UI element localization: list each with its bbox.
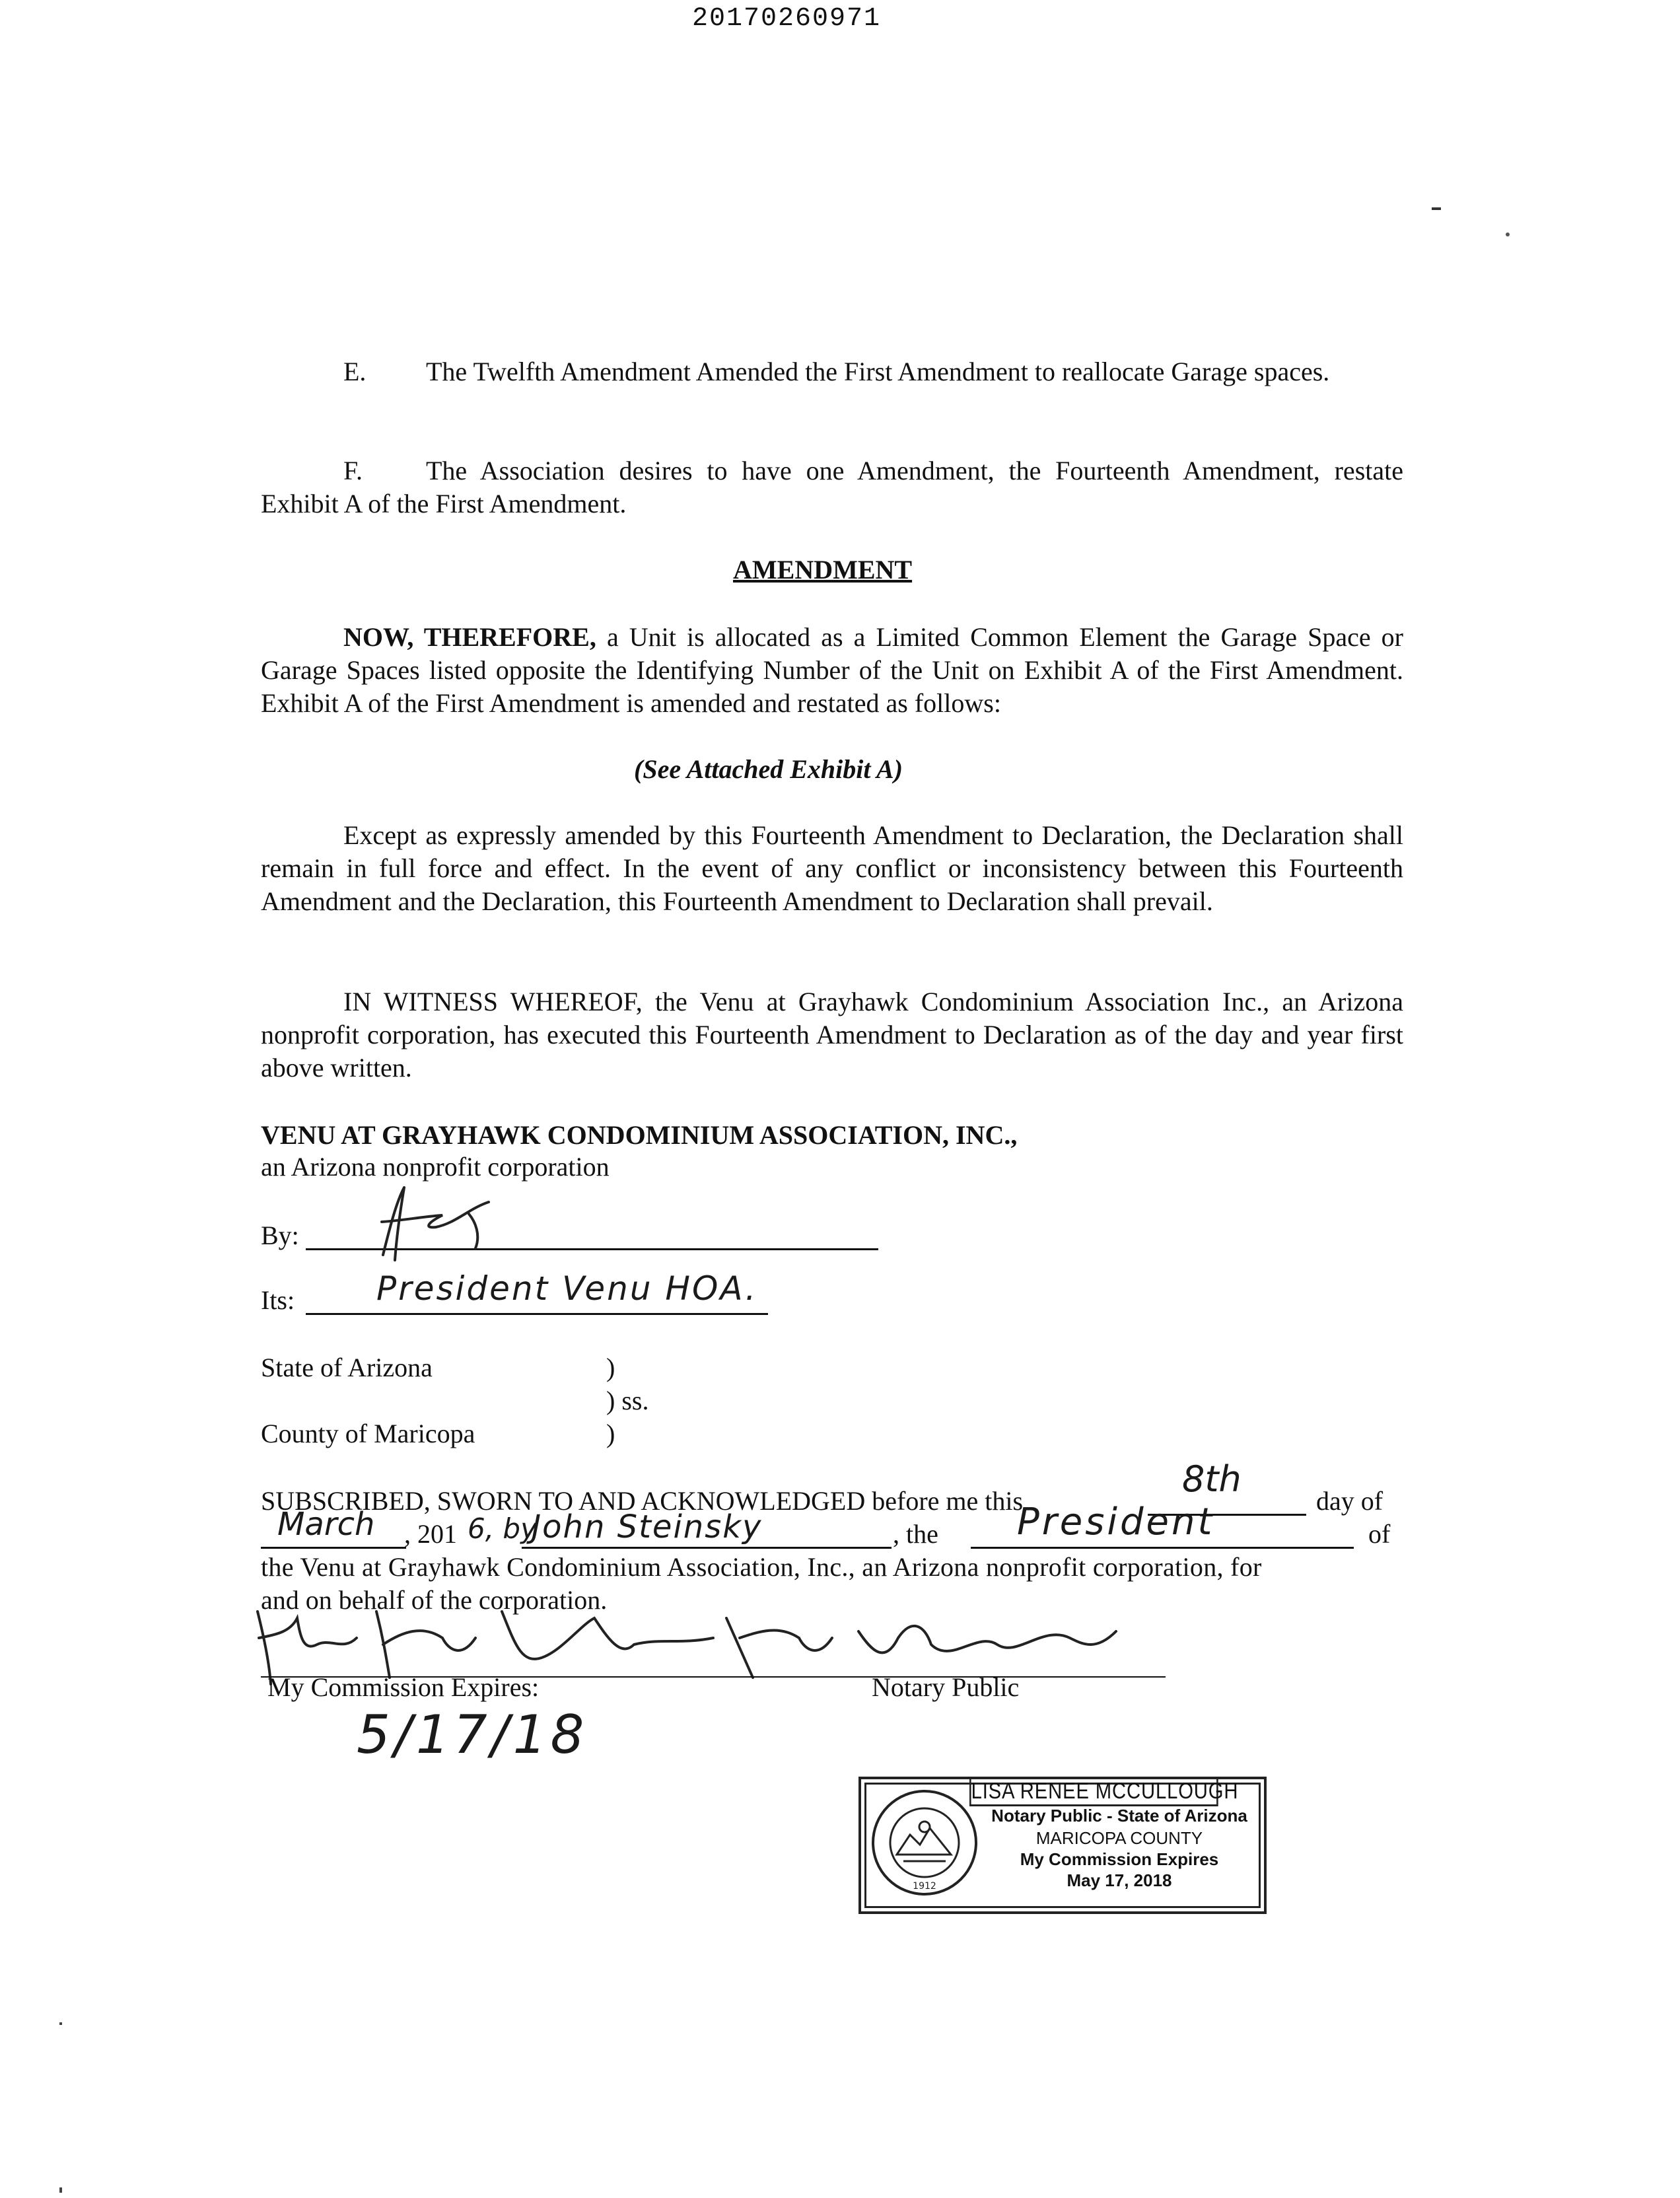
recital-f-letter: F. <box>343 456 363 485</box>
ack-year-handwritten: 6, by <box>468 1512 537 1545</box>
scan-mark <box>1506 232 1510 236</box>
doc-number: 20170260971 <box>692 4 882 34</box>
venue-county: County of Maricopa <box>261 1419 475 1448</box>
scan-mark <box>59 2022 62 2025</box>
venue-state: State of Arizona <box>261 1353 433 1382</box>
ack-title-line <box>971 1547 1354 1549</box>
president-signature <box>370 1182 515 1268</box>
now-therefore-text: a Unit is allocated as a Limited Common Element the Garage Space or Garage Spaces listed opposite the Identifying Number of the Unit on Exhibit A of the First Amendment. Exhibit A of the First Amendment is amended and restated as follows: <box>261 622 1404 718</box>
venue-paren-open: ) <box>606 1353 615 1382</box>
seal-year: 1912 <box>913 1881 936 1892</box>
stamp-name: LISA RENEE MCCULLOUGH <box>969 1777 1218 1806</box>
see-attached-exhibit: (See Attached Exhibit A) <box>634 754 903 784</box>
ack-month-handwritten: March <box>277 1506 375 1543</box>
now-therefore-lead: NOW, THEREFORE, <box>343 622 596 652</box>
ack-line1-text: SUBSCRIBED, SWORN TO AND ACKNOWLEDGED before me this <box>261 1486 1024 1516</box>
ack-year-text: , 201 <box>404 1519 457 1549</box>
ack-name-handwritten: John Steinsky <box>532 1508 763 1545</box>
its-handwritten: President Venu HOA. <box>376 1269 758 1308</box>
scan-mark <box>59 2187 62 2193</box>
ack-line3: the Venu at Grayhawk Condominium Association, Inc., an Arizona nonprofit corporation, for <box>261 1552 1262 1582</box>
amendment-heading: AMENDMENT <box>733 555 913 585</box>
recital-f-text: The Association desires to have one Amendment, the Fourteenth Amendment, restate Exhibit A of the First Amendment. <box>261 456 1403 518</box>
recital-e-letter: E. <box>343 357 367 386</box>
arizona-seal-icon <box>870 1789 979 1897</box>
by-label: By: <box>261 1221 299 1250</box>
ack-the-text: , the <box>893 1519 938 1549</box>
recital-e <box>261 355 1403 388</box>
ack-day-of: day of <box>1316 1486 1383 1516</box>
scan-mark <box>1432 207 1441 210</box>
association-name: VENU AT GRAYHAWK CONDOMINIUM ASSOCIATION, INC., <box>261 1120 1018 1150</box>
stamp-line3: My Commission Expires <box>1020 1849 1219 1869</box>
association-description: an Arizona nonprofit corporation <box>261 1152 610 1182</box>
recital-f <box>261 454 1403 520</box>
ack-day-handwritten: 8th <box>1182 1458 1242 1500</box>
except-paragraph <box>261 819 1403 918</box>
recital-e-text: The Twelfth Amendment Amended the First Amendment to reallocate Garage spaces. <box>426 357 1330 386</box>
venue-ss: ) ss. <box>606 1386 649 1415</box>
witness-paragraph <box>261 985 1403 1084</box>
ack-month-line <box>261 1547 406 1549</box>
witness-text: IN WITNESS WHEREOF, the Venu at Grayhawk Condominium Association Inc., an Arizona nonprofit corporation, has executed this Fourteenth Amendment to Declaration as of the day and year first above written. <box>261 987 1403 1082</box>
ack-line4: and on behalf of the corporation. <box>261 1585 608 1615</box>
ack-of-text: of <box>1368 1519 1391 1549</box>
ack-name-line <box>522 1547 892 1549</box>
commission-expiry-handwritten: 5/17/18 <box>357 1704 588 1765</box>
commission-label: My Commission Expires: <box>267 1672 540 1702</box>
stamp-line4: May 17, 2018 <box>1067 1870 1172 1890</box>
its-label: Its: <box>261 1285 295 1315</box>
notary-public-label: Notary Public <box>872 1672 1020 1702</box>
venue-paren-close: ) <box>606 1419 615 1448</box>
its-line <box>306 1313 768 1315</box>
stamp-line1: Notary Public - State of Arizona <box>991 1806 1247 1826</box>
stamp-line2: MARICOPA COUNTY <box>1035 1828 1203 1848</box>
except-text: Except as expressly amended by this Fourteenth Amendment to Declaration, the Declaration shall remain in full force and effect. In the event of any conflict or inconsistency between this Fourteenth Amendment and the Declaration, this Fourteenth Amendment to Declaration shall prevail. <box>261 820 1403 916</box>
ack-title-handwritten: President <box>1017 1501 1215 1543</box>
now-therefore-paragraph <box>261 621 1403 720</box>
